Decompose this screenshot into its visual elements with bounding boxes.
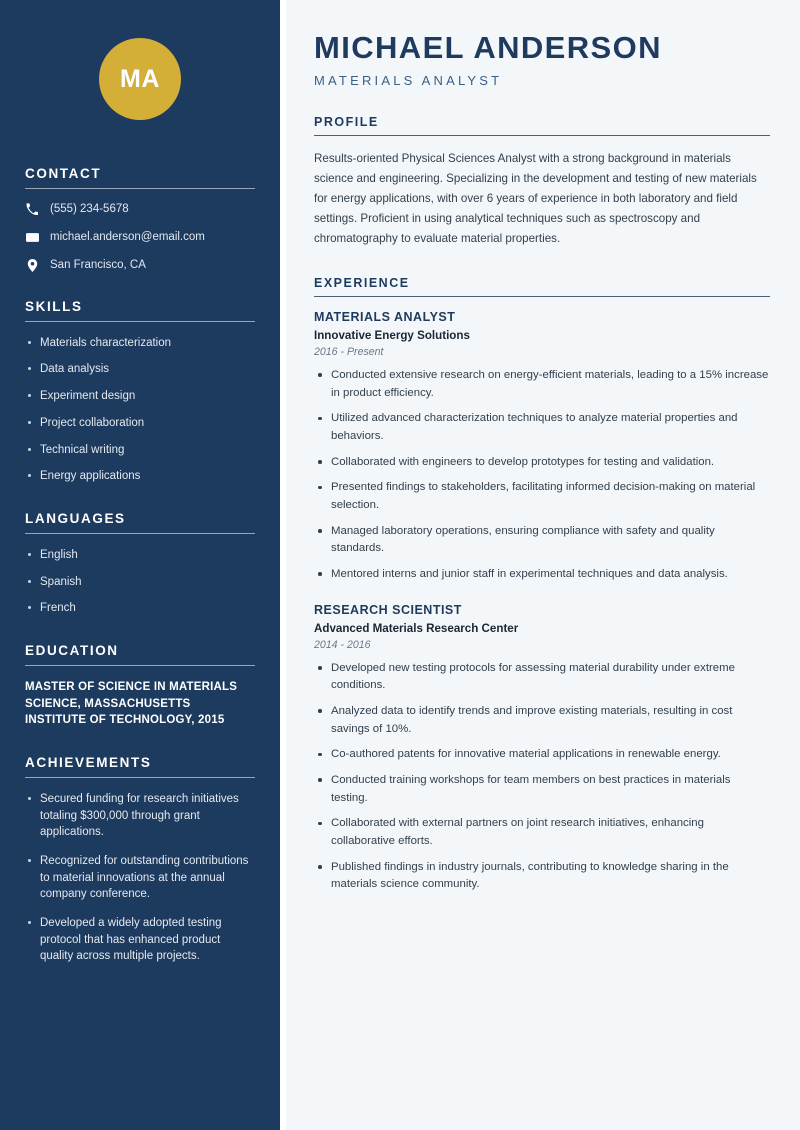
section-experience xyxy=(314,276,770,894)
list-item: Utilized advanced characterization techniques to analyze material properties and behaviors. xyxy=(314,410,770,445)
contact-item-location[interactable] xyxy=(25,258,255,273)
experience-heading: EXPERIENCE xyxy=(314,275,410,290)
contact-list xyxy=(25,202,255,273)
profile-divider xyxy=(314,135,770,136)
achievements-divider xyxy=(25,777,255,778)
experience-entry xyxy=(314,310,770,584)
job-company: Advanced Materials Research Center xyxy=(314,621,519,635)
contact-value-location: San Francisco, CA xyxy=(50,258,146,271)
list-item: Materials characterization xyxy=(25,335,255,352)
contact-heading: CONTACT xyxy=(25,166,102,181)
languages-list xyxy=(25,547,255,617)
location-pin-icon xyxy=(25,259,39,272)
profile-heading: PROFILE xyxy=(314,114,379,129)
sidebar-section-skills xyxy=(25,299,255,485)
job-dates: 2014 - 2016 xyxy=(314,638,371,651)
list-item: Developed new testing protocols for assessing material durability under extreme conditions. xyxy=(314,660,770,695)
list-item: French xyxy=(25,600,255,617)
job-bullet-list xyxy=(314,660,770,894)
list-item: Technical writing xyxy=(25,442,255,459)
job-title: RESEARCH SCIENTIST xyxy=(314,602,462,617)
languages-divider xyxy=(25,533,255,534)
sidebar-section-achievements xyxy=(25,755,255,965)
experience-divider xyxy=(314,296,770,297)
list-item: Analyzed data to identify trends and improve existing materials, resulting in cost savings of 10%. xyxy=(314,703,770,738)
sidebar xyxy=(0,0,280,1130)
education-heading: EDUCATION xyxy=(25,642,119,658)
job-bullet-list xyxy=(314,367,770,584)
avatar-container xyxy=(25,0,255,166)
sidebar-section-education xyxy=(25,643,255,729)
list-item: Mentored interns and junior staff in experimental techniques and data analysis. xyxy=(314,566,770,584)
contact-value-phone: (555) 234-5678 xyxy=(50,203,129,215)
list-item: Presented findings to stakeholders, facilitating informed decision-making on material selection. xyxy=(314,479,770,514)
main-content xyxy=(280,0,800,1130)
experience-entry xyxy=(314,603,770,894)
skills-divider xyxy=(25,321,255,322)
job-company: Innovative Energy Solutions xyxy=(314,328,470,342)
list-item: English xyxy=(25,547,255,564)
achievements-list xyxy=(25,791,255,965)
education-entry: MASTER OF SCIENCE IN MATERIALS SCIENCE, MASSACHUSETTS INSTITUTE OF TECHNOLOGY, 2015 xyxy=(25,680,238,727)
list-item: Collaborated with engineers to develop prototypes for testing and validation. xyxy=(314,454,770,472)
list-item: Experiment design xyxy=(25,388,255,405)
list-item: Secured funding for research initiatives totaling $300,000 through grant applications. xyxy=(25,791,255,841)
list-item: Managed laboratory operations, ensuring compliance with safety and quality standards. xyxy=(314,523,770,558)
contact-divider xyxy=(25,188,255,189)
job-role-subtitle: MATERIALS ANALYST xyxy=(314,72,503,88)
list-item: Project collaboration xyxy=(25,415,255,432)
phone-icon xyxy=(25,203,39,215)
envelope-icon xyxy=(25,231,39,244)
achievements-heading: ACHIEVEMENTS xyxy=(25,754,152,770)
job-title: MATERIALS ANALYST xyxy=(314,309,456,324)
avatar: MA xyxy=(99,38,181,120)
list-item: Developed a widely adopted testing protocol that has enhanced product quality across multiple projects. xyxy=(25,915,255,965)
contact-item-email[interactable] xyxy=(25,230,255,245)
page-title: MICHAEL ANDERSON xyxy=(314,30,662,65)
list-item: Co-authored patents for innovative material applications in renewable energy. xyxy=(314,746,770,764)
list-item: Published findings in industry journals, contributing to knowledge sharing in the materials science community. xyxy=(314,859,770,894)
list-item: Collaborated with external partners on joint research initiatives, enhancing collaborative efforts. xyxy=(314,815,770,850)
list-item: Recognized for outstanding contributions to material innovations at the annual company conference. xyxy=(25,853,255,903)
education-divider xyxy=(25,665,255,666)
skills-heading: SKILLS xyxy=(25,298,83,314)
skills-list xyxy=(25,335,255,485)
languages-heading: LANGUAGES xyxy=(25,510,126,526)
sidebar-section-contact xyxy=(25,166,255,273)
list-item: Conducted extensive research on energy-efficient materials, leading to a 15% increase in product efficiency. xyxy=(314,367,770,402)
list-item: Conducted training workshops for team members on best practices in materials testing. xyxy=(314,772,770,807)
list-item: Spanish xyxy=(25,574,255,591)
contact-item-phone[interactable] xyxy=(25,202,255,217)
section-profile xyxy=(314,115,770,249)
sidebar-section-languages xyxy=(25,511,255,617)
profile-text: Results-oriented Physical Sciences Analyst with a strong background in materials science and engineering. Specializing in the development and testing of new materials for energy applications, with over 6 years of experience in both laboratory and field settings. Proficient in using analytical techniques such as spectroscopy and chromatography to evaluate material properties. xyxy=(314,151,757,245)
job-dates: 2016 - Present xyxy=(314,345,384,358)
list-item: Data analysis xyxy=(25,361,255,378)
contact-value-email: michael.anderson@email.com xyxy=(50,230,205,243)
list-item: Energy applications xyxy=(25,468,255,485)
